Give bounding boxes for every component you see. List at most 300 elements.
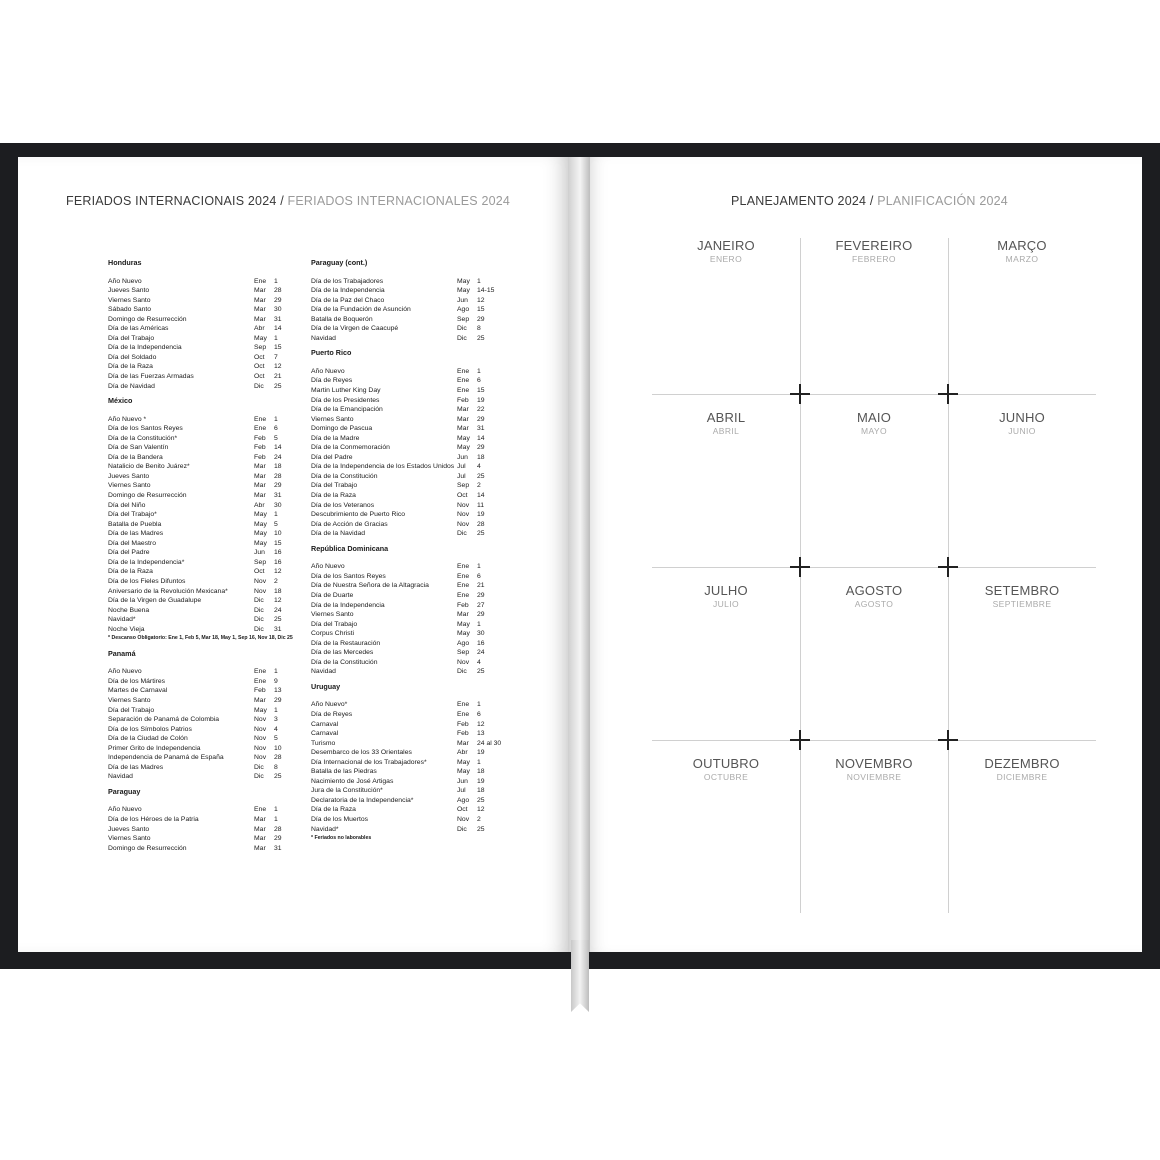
- holiday-name: Día de las Fuerzas Armadas: [108, 373, 194, 381]
- country-heading: Paraguay: [108, 786, 141, 796]
- holiday-row: [108, 481, 300, 491]
- holiday-row: [108, 443, 300, 453]
- title-separator: /: [866, 194, 878, 208]
- cross-mark-icon: [938, 557, 958, 577]
- holiday-month: May: [457, 444, 470, 452]
- holiday-month: Ene: [254, 415, 267, 423]
- holiday-row: [108, 296, 300, 306]
- holiday-row: [311, 777, 503, 787]
- holiday-name: Año Nuevo: [311, 367, 345, 375]
- holiday-name: Jueves Santo: [108, 287, 150, 295]
- holiday-day: 7: [274, 353, 278, 361]
- holiday-day: 12: [477, 806, 485, 814]
- holiday-row: [108, 677, 300, 687]
- holiday-month: Ago: [457, 306, 470, 314]
- holiday-month: Nov: [254, 725, 267, 733]
- holiday-month: Abr: [457, 749, 468, 757]
- month-name-pt: DEZEMBRO: [984, 756, 1060, 771]
- grid-divider: [652, 740, 1096, 741]
- holiday-month: May: [457, 277, 470, 285]
- holiday-month: Mar: [457, 425, 469, 433]
- holiday-day: 13: [274, 687, 282, 695]
- holiday-month: Mar: [254, 835, 266, 843]
- holiday-month: Feb: [254, 434, 266, 442]
- holiday-row: [311, 805, 503, 815]
- holiday-name: Día de los Mártires: [108, 677, 166, 685]
- holiday-row: [311, 620, 503, 630]
- holiday-day: 1: [477, 701, 481, 709]
- holiday-row: [311, 434, 503, 444]
- title-pt: FERIADOS INTERNACIONAIS 2024: [66, 194, 277, 208]
- holiday-day: 12: [477, 296, 485, 304]
- footnote: * Descanso Obligatorio: Ene 1, Feb 5, Mar 18, May 1, Sep 16, Nov 18, Dic 25: [108, 635, 293, 642]
- holiday-row: [311, 767, 503, 777]
- holiday-day: 9: [274, 677, 278, 685]
- holiday-row: [311, 700, 503, 710]
- holiday-month: Ene: [254, 668, 267, 676]
- holiday-day: 12: [274, 568, 282, 576]
- holiday-name: Batalla de Boquerón: [311, 315, 373, 323]
- month-august: [800, 583, 948, 609]
- holiday-name: Noche Buena: [108, 606, 150, 614]
- holiday-month: Feb: [457, 720, 469, 728]
- holiday-month: Ene: [457, 572, 470, 580]
- month-name-es: NOVIEMBRE: [846, 772, 902, 782]
- ribbon-bookmark: [571, 940, 589, 1012]
- holiday-row: [311, 491, 503, 501]
- holiday-month: Nov: [254, 716, 267, 724]
- holiday-name: Día de la Constitución: [311, 658, 378, 666]
- holiday-row: [311, 748, 503, 758]
- holiday-name: Día de la Independencia: [108, 344, 182, 352]
- holiday-month: Dic: [457, 825, 467, 833]
- holiday-month: Sep: [254, 344, 267, 352]
- holiday-row: [311, 729, 503, 739]
- holiday-month: Abr: [254, 325, 265, 333]
- holiday-month: Dic: [457, 668, 467, 676]
- holiday-name: Sábado Santo: [108, 306, 152, 314]
- holiday-month: Oct: [254, 363, 265, 371]
- holiday-row: [108, 501, 300, 511]
- holiday-day: 31: [477, 425, 485, 433]
- holiday-name: Día de la Restauración: [311, 639, 381, 647]
- holiday-month: Oct: [457, 492, 468, 500]
- holiday-month: Ene: [457, 387, 470, 395]
- holiday-day: 18: [274, 587, 282, 595]
- holiday-row: [108, 706, 300, 716]
- holiday-name: Natalicio de Benito Juárez*: [108, 463, 190, 471]
- holiday-month: Feb: [254, 453, 266, 461]
- holiday-day: 28: [274, 754, 282, 762]
- holiday-month: Mar: [254, 472, 266, 480]
- grid-divider: [652, 394, 1096, 395]
- holiday-row: [108, 815, 300, 825]
- holiday-row: [108, 772, 300, 782]
- holiday-name: Día del Padre: [311, 453, 353, 461]
- holiday-day: 29: [477, 315, 485, 323]
- holiday-month: Jun: [457, 296, 468, 304]
- month-name-pt: ABRIL: [706, 410, 746, 425]
- holiday-month: Nov: [457, 815, 470, 823]
- holiday-row: [108, 520, 300, 530]
- holiday-day: 28: [274, 287, 282, 295]
- holiday-day: 1: [477, 277, 481, 285]
- month-november: [800, 756, 948, 782]
- holiday-row: [108, 491, 300, 501]
- month-name-es: FEBRERO: [852, 254, 896, 264]
- holiday-row: [108, 453, 300, 463]
- holiday-name: Batalla de Puebla: [108, 520, 162, 528]
- holiday-name: Nacimiento de José Artigas: [311, 777, 394, 785]
- holiday-name: Descubrimiento de Puerto Rico: [311, 511, 406, 519]
- holiday-day: 27: [477, 601, 485, 609]
- holiday-month: Nov: [457, 658, 470, 666]
- holiday-name: Día de la Raza: [108, 363, 153, 371]
- holiday-month: May: [457, 758, 470, 766]
- holiday-day: 14: [274, 325, 282, 333]
- holiday-row: [311, 277, 503, 287]
- holiday-day: 1: [477, 367, 481, 375]
- holiday-column-1: [108, 258, 300, 853]
- holiday-month: Mar: [254, 482, 266, 490]
- holiday-day: 8: [477, 325, 481, 333]
- holiday-row: [311, 825, 503, 835]
- holiday-day: 6: [477, 572, 481, 580]
- holiday-day: 15: [274, 344, 282, 352]
- holiday-row: [108, 615, 300, 625]
- holiday-column-2: [311, 258, 503, 844]
- holiday-day: 14-15: [477, 287, 495, 295]
- holiday-month: Nov: [254, 587, 267, 595]
- holiday-month: May: [254, 511, 267, 519]
- holiday-row: [108, 362, 300, 372]
- holiday-day: 19: [477, 749, 485, 757]
- holiday-month: May: [457, 434, 470, 442]
- holiday-name: Día del Trabajo*: [108, 511, 157, 519]
- holiday-month: Sep: [254, 558, 267, 566]
- holiday-day: 24: [274, 606, 282, 614]
- holiday-month: Ene: [457, 377, 470, 385]
- month-october: [652, 756, 800, 782]
- holiday-row: [108, 667, 300, 677]
- holiday-month: May: [457, 287, 470, 295]
- holiday-month: Mar: [254, 306, 266, 314]
- holiday-row: [108, 539, 300, 549]
- holiday-row: [311, 367, 503, 377]
- holiday-name: Día de la Independencia: [311, 287, 385, 295]
- holiday-row: [311, 610, 503, 620]
- holiday-row: [108, 596, 300, 606]
- holiday-month: Nov: [457, 511, 470, 519]
- holiday-row: [108, 286, 300, 296]
- holiday-row: [108, 558, 300, 568]
- holiday-day: 6: [477, 710, 481, 718]
- holiday-name: Batalla de las Piedras: [311, 768, 377, 776]
- holiday-month: Abr: [254, 501, 265, 509]
- holiday-month: Ene: [254, 806, 267, 814]
- holiday-row: [108, 587, 300, 597]
- holiday-name: Día del Padre: [108, 549, 150, 557]
- holiday-day: 14: [477, 492, 485, 500]
- holiday-row: [108, 424, 300, 434]
- holiday-month: Mar: [254, 844, 266, 852]
- holiday-month: Jul: [457, 787, 466, 795]
- holiday-month: Nov: [254, 735, 267, 743]
- holiday-day: 6: [274, 425, 278, 433]
- holiday-row: [311, 501, 503, 511]
- holiday-name: Día de la Madre: [311, 434, 360, 442]
- holiday-name: Domingo de Pascua: [311, 425, 373, 433]
- holiday-row: [311, 415, 503, 425]
- holiday-name: Día de los Trabajadores: [311, 277, 384, 285]
- holiday-row: [108, 315, 300, 325]
- holiday-name: Día de la Raza: [108, 568, 153, 576]
- holiday-month: Nov: [254, 577, 267, 585]
- holiday-month: Dic: [254, 616, 264, 624]
- month-name-pt: JUNHO: [999, 410, 1045, 425]
- month-name-es: MARZO: [1005, 254, 1039, 264]
- country-heading: Honduras: [108, 258, 142, 267]
- holiday-row: [311, 562, 503, 572]
- holiday-day: 3: [274, 716, 278, 724]
- holiday-day: 25: [477, 668, 485, 676]
- cross-mark-icon: [790, 557, 810, 577]
- holiday-name: Navidad*: [311, 825, 339, 833]
- holiday-name: Domingo de Resurrección: [108, 492, 187, 500]
- holiday-name: Día de los Presidentes: [311, 396, 380, 404]
- holiday-name: Día de San Valentín: [108, 444, 169, 452]
- holiday-day: 29: [477, 444, 485, 452]
- holiday-row: [311, 386, 503, 396]
- holiday-month: May: [457, 620, 470, 628]
- holiday-row: [108, 372, 300, 382]
- holiday-name: Día del Soldado: [108, 353, 157, 361]
- holiday-row: [311, 658, 503, 668]
- holiday-name: Día de la Independencia de los Estados Unidos: [311, 463, 455, 471]
- month-may: [800, 410, 948, 436]
- holiday-day: 16: [477, 639, 485, 647]
- holiday-name: Martin Luther King Day: [311, 387, 381, 395]
- holiday-month: Oct: [254, 373, 265, 381]
- holiday-name: Viernes Santo: [108, 482, 151, 490]
- title-pt: PLANEJAMENTO 2024: [731, 194, 867, 208]
- month-february: [800, 238, 948, 264]
- holiday-day: 1: [274, 511, 278, 519]
- holiday-day: 19: [477, 396, 485, 404]
- holiday-month: Feb: [254, 444, 266, 452]
- holiday-day: 1: [274, 806, 278, 814]
- holiday-name: Carnaval: [311, 720, 339, 728]
- holiday-name: Año Nuevo: [108, 277, 142, 285]
- holiday-row: [108, 382, 300, 392]
- holiday-name: Año Nuevo: [311, 563, 345, 571]
- holiday-row: [108, 343, 300, 353]
- holiday-name: Día de la Virgen de Guadalupe: [108, 597, 202, 605]
- month-name-pt: SETEMBRO: [984, 583, 1060, 598]
- month-name-pt: JANEIRO: [697, 238, 755, 253]
- country-heading: Panamá: [108, 648, 136, 658]
- holiday-name: Viernes Santo: [108, 296, 151, 304]
- holiday-name: Día de los Héroes de la Patria: [108, 815, 199, 823]
- holiday-month: Oct: [457, 806, 468, 814]
- holiday-name: Día de la Independencia*: [108, 558, 185, 566]
- holiday-day: 25: [477, 530, 485, 538]
- holiday-row: [108, 844, 300, 854]
- holiday-month: May: [457, 630, 470, 638]
- month-name-pt: NOVEMBRO: [835, 756, 913, 771]
- holiday-day: 25: [477, 472, 485, 480]
- holiday-month: Mar: [254, 296, 266, 304]
- holiday-name: Domingo de Resurrección: [108, 315, 187, 323]
- holiday-month: Nov: [254, 754, 267, 762]
- holiday-day: 31: [274, 625, 282, 633]
- holiday-day: 2: [477, 815, 481, 823]
- holiday-name: Viernes Santo: [108, 835, 151, 843]
- holiday-day: 5: [274, 735, 278, 743]
- holiday-row: [108, 305, 300, 315]
- holiday-month: May: [254, 706, 267, 714]
- holiday-month: Jul: [457, 463, 466, 471]
- holiday-row: [311, 305, 503, 315]
- right-page-title: [731, 194, 1008, 208]
- holiday-name: Independencia de Panamá de España: [108, 754, 224, 762]
- holiday-row: [108, 462, 300, 472]
- holiday-row: [311, 815, 503, 825]
- holiday-day: 25: [274, 773, 282, 781]
- holiday-day: 1: [274, 668, 278, 676]
- holiday-name: Día del Trabajo: [108, 706, 155, 714]
- holiday-row: [108, 825, 300, 835]
- holiday-day: 1: [274, 815, 278, 823]
- month-name-pt: OUTUBRO: [692, 756, 760, 771]
- holiday-day: 31: [274, 492, 282, 500]
- holiday-row: [311, 472, 503, 482]
- holiday-row: [108, 324, 300, 334]
- holiday-name: Día de la Constitución*: [108, 434, 178, 442]
- month-december: [948, 756, 1096, 782]
- month-name-pt: JULHO: [704, 583, 748, 598]
- holiday-day: 19: [477, 777, 485, 785]
- holiday-name: Día de la Raza: [311, 492, 356, 500]
- holiday-day: 19: [477, 511, 485, 519]
- holiday-day: 15: [477, 387, 485, 395]
- holiday-name: Declaratoria de la Independencia*: [311, 796, 414, 804]
- holiday-name: Desembarco de los 33 Orientales: [311, 749, 412, 757]
- month-september: [948, 583, 1096, 609]
- holiday-month: Dic: [457, 334, 467, 342]
- holiday-name: Día del Niño: [108, 501, 146, 509]
- holiday-name: Día de la Independencia: [311, 601, 385, 609]
- holiday-name: Jueves Santo: [108, 472, 150, 480]
- holiday-month: Mar: [457, 415, 469, 423]
- holiday-month: Feb: [457, 730, 469, 738]
- month-name-es: SEPTIEMBRE: [992, 599, 1052, 609]
- holiday-month: Nov: [254, 744, 267, 752]
- holiday-day: 25: [274, 382, 282, 390]
- holiday-name: Jueves Santo: [108, 825, 150, 833]
- month-name-pt: MAIO: [856, 410, 892, 425]
- holiday-name: Día de las Américas: [108, 325, 169, 333]
- month-july: [652, 583, 800, 609]
- holiday-name: Día del Maestro: [108, 539, 156, 547]
- country-heading: Puerto Rico: [311, 348, 352, 358]
- holiday-month: Ago: [457, 639, 470, 647]
- holiday-name: Día de los Muertos: [311, 815, 369, 823]
- country-heading: República Dominicana: [311, 543, 389, 553]
- holiday-day: 10: [274, 530, 282, 538]
- holiday-row: [311, 453, 503, 463]
- country-heading: Paraguay (cont.): [311, 258, 368, 267]
- title-separator: /: [276, 194, 288, 208]
- holiday-row: [311, 601, 503, 611]
- month-name-es: ABRIL: [712, 426, 740, 436]
- holiday-day: 1: [274, 277, 278, 285]
- holiday-day: 12: [274, 597, 282, 605]
- holiday-row: [311, 424, 503, 434]
- left-page-title: [66, 194, 510, 208]
- holiday-month: Feb: [254, 687, 266, 695]
- holiday-row: [108, 434, 300, 444]
- country-heading: México: [108, 396, 133, 406]
- holiday-day: 29: [274, 835, 282, 843]
- holiday-row: [311, 481, 503, 491]
- month-name-es: DICIEMBRE: [996, 772, 1048, 782]
- holiday-month: Ene: [457, 701, 470, 709]
- month-april: [652, 410, 800, 436]
- holiday-day: 16: [274, 549, 282, 557]
- holiday-day: 5: [274, 434, 278, 442]
- holiday-month: Mar: [254, 696, 266, 704]
- month-name-es: OCTUBRE: [703, 772, 749, 782]
- holiday-day: 2: [274, 577, 278, 585]
- holiday-row: [311, 710, 503, 720]
- holiday-month: Mar: [254, 815, 266, 823]
- holiday-day: 31: [274, 844, 282, 852]
- holiday-month: Ago: [457, 796, 470, 804]
- holiday-row: [311, 629, 503, 639]
- holiday-day: 24 al 30: [477, 739, 502, 747]
- holiday-month: Nov: [457, 520, 470, 528]
- holiday-row: [108, 510, 300, 520]
- holiday-row: [311, 581, 503, 591]
- holiday-name: Día de la Navidad: [311, 530, 366, 538]
- holiday-row: [311, 648, 503, 658]
- holiday-row: [108, 805, 300, 815]
- holiday-row: [108, 567, 300, 577]
- holiday-month: Mar: [457, 611, 469, 619]
- holiday-month: Mar: [457, 739, 469, 747]
- holiday-day: 22: [477, 406, 485, 414]
- holiday-row: [108, 763, 300, 773]
- holiday-row: [311, 796, 503, 806]
- holiday-name: Separación de Panamá de Colombia: [108, 716, 220, 724]
- holiday-name: Día de Acción de Gracias: [311, 520, 388, 528]
- holiday-row: [311, 324, 503, 334]
- holiday-month: Dic: [457, 530, 467, 538]
- holiday-row: [108, 725, 300, 735]
- holiday-month: May: [254, 520, 267, 528]
- holiday-month: Nov: [457, 501, 470, 509]
- holiday-row: [108, 734, 300, 744]
- holiday-name: Año Nuevo *: [108, 415, 147, 423]
- holiday-name: Navidad: [311, 668, 336, 676]
- holiday-day: 29: [477, 415, 485, 423]
- holiday-row: [311, 786, 503, 796]
- holiday-row: [108, 334, 300, 344]
- holiday-month: Ene: [254, 677, 267, 685]
- holiday-day: 10: [274, 744, 282, 752]
- month-name-es: MAYO: [860, 426, 887, 436]
